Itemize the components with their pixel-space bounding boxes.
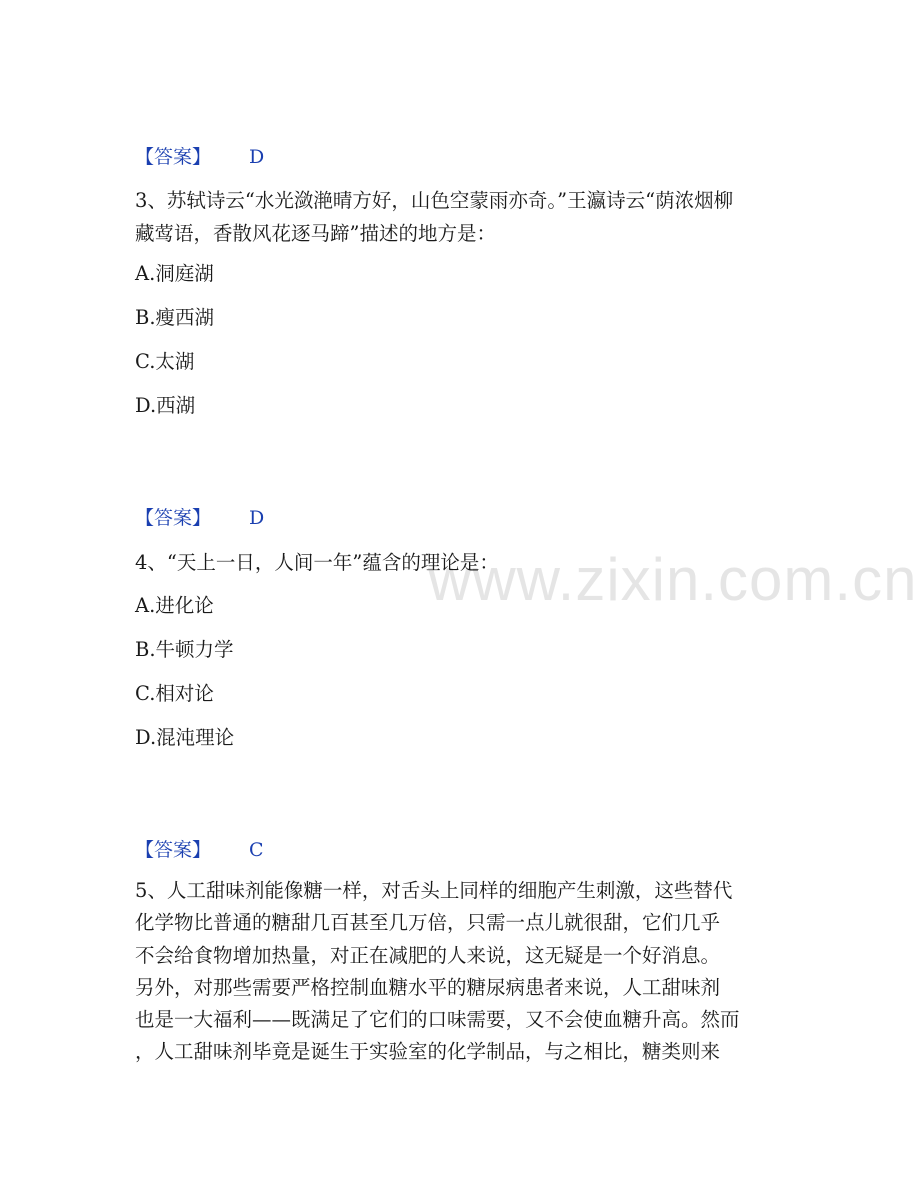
q3-option-d: D.西湖 — [135, 394, 196, 417]
q4-option-b: B.牛顿力学 — [135, 638, 234, 661]
answer-row-3 — [135, 838, 264, 862]
answer-row-1 — [135, 145, 265, 169]
answer-value: D — [249, 507, 265, 529]
question-5-line-1: 5、人工甜味剂能像糖一样，对舌头上同样的细胞产生刺激，这些替代 — [135, 879, 733, 902]
question-5-line-2: 化学物比普通的糖甜几百甚至几万倍，只需一点儿就很甜，它们几乎 — [135, 911, 721, 935]
watermark: www.zixin.com.cn — [428, 546, 918, 613]
question-3-line-1: 3、苏轼诗云“水光潋滟晴方好，山色空蒙雨亦奇。”王瀛诗云“荫浓烟柳 — [135, 189, 734, 212]
q4-option-d: D.混沌理论 — [135, 726, 235, 749]
answer-label: 【答案】 — [135, 507, 212, 529]
q3-option-c: C.太湖 — [135, 350, 195, 373]
question-5-line-6: ，人工甜味剂毕竟是诞生于实验室的化学制品，与之相比，糖类则来 — [135, 1040, 721, 1064]
q3-option-a: A.洞庭湖 — [135, 262, 214, 285]
question-3 — [135, 184, 785, 250]
question-5-line-3: 不会给食物增加热量，对正在减肥的人来说，这无疑是一个好消息。 — [135, 943, 721, 967]
answer-value: C — [249, 839, 264, 861]
question-5-line-4: 另外，对那些需要严格控制血糖水平的糖尿病患者来说，人工甜味剂 — [135, 975, 721, 999]
question-3-line-2: 藏莺语，香散风花逐马蹄”描述的地方是： — [135, 222, 496, 245]
q3-option-b: B.瘦西湖 — [135, 306, 215, 329]
question-4-stem: 4、“天上一日，人间一年”蕴含的理论是： — [135, 551, 499, 574]
answer-label: 【答案】 — [135, 839, 212, 861]
answer-value: D — [249, 146, 265, 168]
question-5 — [135, 875, 785, 1069]
question-5-line-5: 也是一大福利——既满足了它们的口味需要，又不会使血糖升高。然而 — [135, 1008, 740, 1032]
q4-option-a: A.进化论 — [135, 594, 214, 617]
answer-label: 【答案】 — [135, 146, 212, 168]
q4-option-c: C.相对论 — [135, 682, 214, 705]
question-4 — [135, 546, 785, 579]
answer-row-2 — [135, 506, 265, 530]
